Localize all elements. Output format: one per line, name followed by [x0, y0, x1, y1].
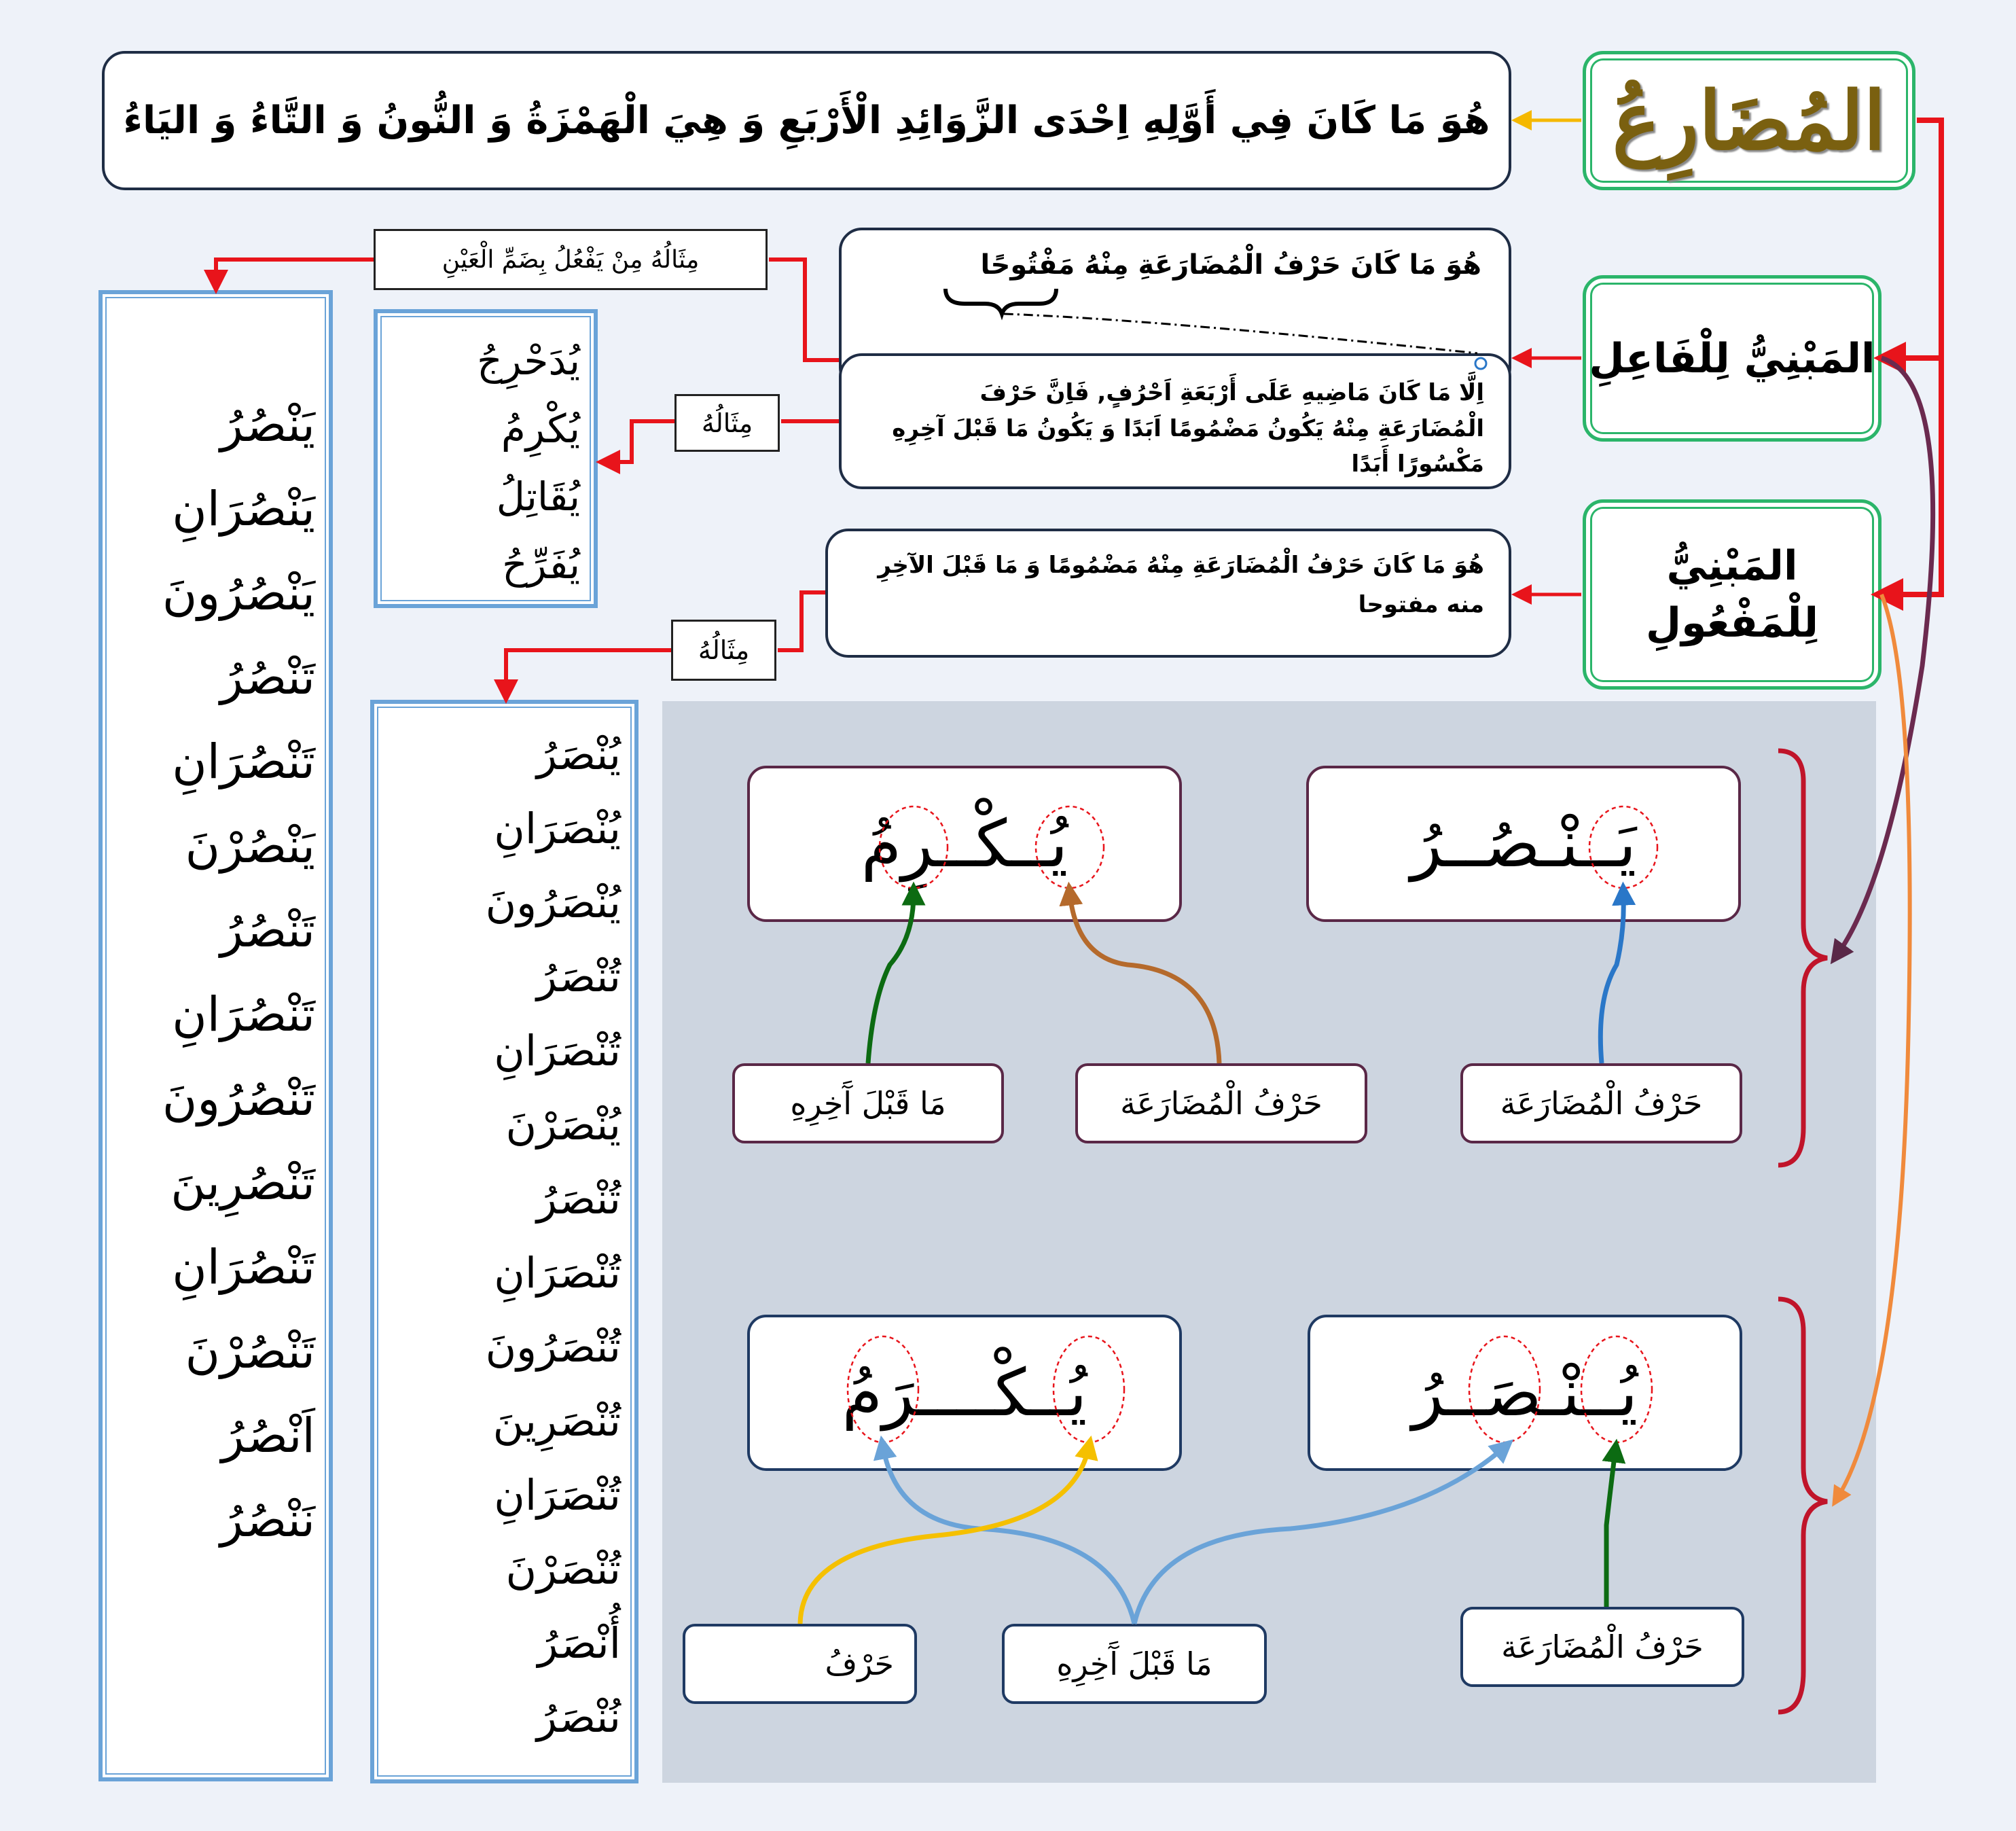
active-label: المَبْنِيُّ لِلْفَاعِلِ	[1589, 334, 1875, 383]
list-item: تُنْصَرَانِ	[494, 1026, 621, 1076]
passive-to-example-connector	[778, 592, 825, 650]
label-text: حَرْفُ	[825, 1646, 894, 1682]
maftuhan-brace	[946, 289, 1056, 314]
list-item: تُنْصَرُ	[537, 952, 621, 1001]
list-item: يُنْصَرُ	[537, 730, 621, 779]
list-item: يُكْرِمُ	[501, 406, 580, 452]
list-item: نُنْصَرُ	[537, 1692, 621, 1742]
list-item: تَنْصُرَانِ	[172, 734, 315, 789]
maftuhan-dot	[1475, 358, 1486, 369]
list-item: يُفَرِّحُ	[502, 541, 580, 588]
green-arrow-active	[868, 893, 914, 1063]
passive-label-line2: لِلْمَفْعُولِ	[1646, 599, 1818, 647]
definition-text: هُوَ مَا كَانَ فِي أَوَّلِهِ اِحْدَى الزَّوَائِدِ الْأَرْبَعِ وَ هِيَ الْهَمْزَةُ وَ النُّونُ وَ التَّاءُ وَ اليَاءُ	[123, 99, 1490, 143]
active-to-damm-connector	[769, 260, 839, 360]
active-rule-exception: اِلَّا مَا كَانَ مَاضِيهِ عَلَى أَرْبَعَةِ اَحْرُفٍ, فَاِنَّ حَرْفَ الْمُضَارَعَةِ مِنْهُ يَكُونُ مَضْمُومًا اَبَدًا وَ يَكُونُ مَا قَبْلَ آخِرِهِ مَكْسُورًا أَبَدًا	[892, 379, 1484, 478]
list-item: تُنْصَرِينَ	[492, 1396, 621, 1446]
damm-to-list-connector	[216, 260, 374, 282]
label-text: حَرْفُ الْمُضَارَعَة	[1501, 1629, 1704, 1665]
brown-arrow-active	[1070, 893, 1219, 1063]
passive-word-yunsaru: يُــنْـصَــرُ	[1411, 1355, 1638, 1431]
example-to-list-connector	[608, 421, 674, 462]
passive-example-label: مِثَالُهُ	[698, 635, 750, 665]
list-item: يُنْصَرْنَ	[505, 1100, 621, 1150]
list-item: تُنْصَرْنَ	[505, 1544, 621, 1594]
example-damm-label: مِثَالُهُ مِنْ يَفْعُلُ بِضَمِّ الْعَيْنِ	[442, 245, 700, 274]
highlight-ellipse	[848, 1336, 918, 1442]
list-item: يُنْصَرُونَ	[485, 878, 621, 927]
label-text: حَرْفُ الْمُضَارَعَة	[1500, 1085, 1703, 1122]
active-to-bracket-arrow	[1837, 358, 1933, 955]
lightblue-arrow-passive-1	[1134, 1447, 1505, 1624]
list-item: يُنْصَرَانِ	[494, 804, 621, 853]
list-item: أُنْصَرُ	[537, 1618, 621, 1668]
highlight-ellipse	[1469, 1336, 1540, 1442]
passive-to-bracket-arrow	[1837, 594, 1910, 1498]
label-text: حَرْفُ الْمُضَارَعَة	[1120, 1085, 1322, 1122]
list-item: يُقَاتِلُ	[496, 474, 580, 520]
list-item: يَنْصُرْنَ	[185, 818, 315, 874]
highlight-ellipse	[1581, 1336, 1652, 1442]
list-item: تَنْصُرُ	[220, 902, 315, 958]
passive-example-to-list-connector	[506, 650, 671, 692]
label-text: مَا قَبْلَ آَخِرِهِ	[790, 1085, 946, 1122]
maftuhan-dashdot	[1004, 314, 1477, 353]
passive-bracket	[1778, 1299, 1827, 1712]
passive-label-line1: المَبْنِيُّ	[1666, 542, 1798, 590]
list-item: يَنْصُرَانِ	[172, 481, 315, 537]
passive-word-yukramu: يُــكْــــرَمُ	[842, 1355, 1087, 1431]
list-item: اَنْصُرُ	[221, 1408, 315, 1463]
list-item: تُنْصَرُونَ	[485, 1322, 621, 1372]
label-text: مَا قَبْلَ آَخِرِهِ	[1056, 1646, 1212, 1682]
blue-arrow-active	[1600, 893, 1623, 1063]
list-item: تَنْصُرَانِ	[172, 1239, 315, 1295]
active-bracket	[1778, 751, 1827, 1165]
list-item: نَنْصُرُ	[220, 1492, 315, 1548]
active-word-yukrimu: يُــكْــرِمُ	[861, 806, 1068, 882]
list-item: تَنْصُرْنَ	[185, 1323, 315, 1379]
green-arrow-passive	[1606, 1451, 1615, 1607]
highlight-ellipse	[1036, 806, 1104, 888]
list-item: تَنْصُرِينَ	[170, 1155, 315, 1211]
highlight-ellipse	[1589, 806, 1657, 888]
list-item: تَنْصُرَانِ	[172, 986, 315, 1042]
list-item: يَنْصُرُ	[220, 397, 315, 452]
active-word-yansuru: يَــنْـصُــرُ	[1410, 806, 1637, 882]
list-item: تُنْصَرَانِ	[494, 1470, 621, 1520]
list-item: تُنْصَرَانِ	[494, 1248, 621, 1298]
yellow-arrow-passive	[800, 1447, 1089, 1624]
list-item: تَنْصُرُ	[220, 650, 315, 705]
highlight-ellipse	[880, 806, 948, 888]
active-example-label: مِثَالُهُ	[701, 408, 753, 438]
highlight-ellipse	[1054, 1336, 1124, 1442]
page-title: المُضَارِعُ	[1612, 73, 1886, 168]
list-item: تُنْصَرُ	[537, 1174, 621, 1224]
list-item: يُدَحْرِجُ	[477, 338, 580, 384]
active-rule-main: هُوَ مَا كَانَ حَرْفُ الْمُضَارَعَةِ مِنْهُ مَفْتُوحًا	[980, 249, 1481, 281]
list-item: يَنْصُرُونَ	[162, 565, 315, 621]
list-item: تَنْصُرُونَ	[162, 1071, 315, 1126]
passive-rule: هُوَ مَا كَانَ حَرْفُ الْمُضَارَعَةِ مِنْهُ مَضْمُومًا وَ مَا قَبْلَ الآخِرِ منه مفتوحا	[878, 552, 1484, 618]
